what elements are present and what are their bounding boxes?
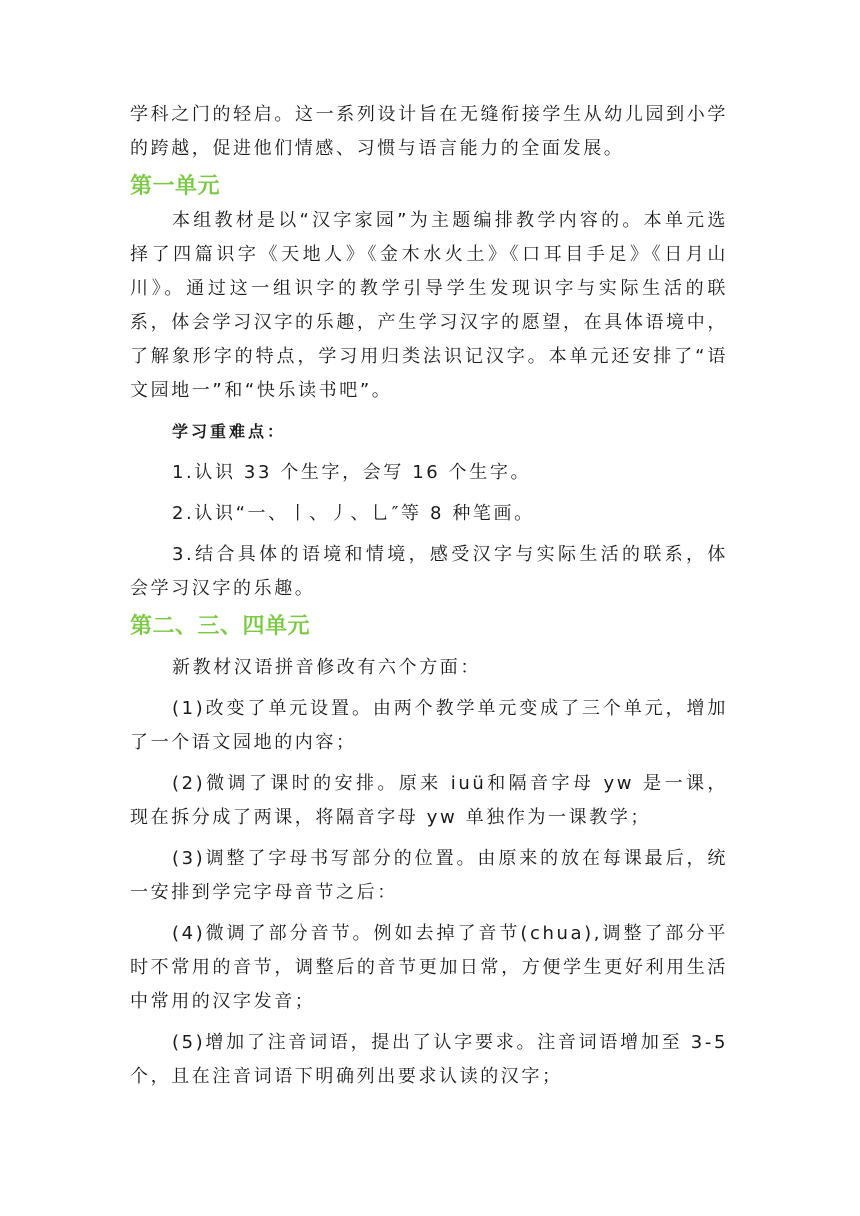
pinyin-change-4: (4)微调了部分音节。例如去掉了音节(chua),调整了部分平时不常用的音节，调整后的音节更加日常，方便学生更好利用生活中常用的汉字发音； [130, 923, 728, 1012]
key-points-label-text: 学习重难点： [172, 422, 287, 441]
key-point-1: 1.认识 33 个生字，会写 16 个生字。 [172, 462, 532, 483]
document-page [130, 98, 728, 1094]
pinyin-change-2: (2)微调了课时的安排。原来 iuü和隔音字母 yw 是一课，现在拆分成了两课，将隔音字母 yw 单独作为一课教学； [130, 773, 728, 828]
key-point-3: 3.结合具体的语境和情境，感受汉字与实际生活的联系，体会学习汉字的乐趣。 [130, 544, 728, 599]
key-points-label [130, 415, 728, 449]
pinyin-change-5: (5)增加了注音词语，提出了认字要求。注音词语增加至 3-5个，且在注音词语下明确列出要求认读的汉字； [130, 1032, 728, 1087]
pinyin-changes-intro: 新教材汉语拼音修改有六个方面： [172, 657, 481, 678]
unit1-description: 本组教材是以“汉字家园”为主题编排教学内容的。本单元选择了四篇识字《天地人》《金木水火土》《口耳目手足》《日月山川》。通过这一组识字的教学引导学生发现识字与实际生活的联系，体会学习汉字的乐趣，产生学习汉字的愿望，在具体语境中，了解象形字的特点，学习用归类法识记汉字。本单元还安排了“语文园地一”和“快乐读书吧”。 [130, 210, 728, 401]
unit1-heading: 第一单元 [130, 174, 221, 199]
key-point-2: 2.认识“一、丨、丿、乚″等 8 种笔画。 [172, 503, 535, 524]
unit234-heading: 第二、三、四单元 [130, 614, 311, 639]
pinyin-change-1: (1)改变了单元设置。由两个教学单元变成了三个单元，增加了一个语文园地的内容； [130, 698, 728, 753]
pinyin-change-3: (3)调整了字母书写部分的位置。由原来的放在每课最后，统一安排到学完字母音节之后： [130, 848, 728, 903]
intro-paragraph: 学科之门的轻启。这一系列设计旨在无缝衔接学生从幼儿园到小学的跨越，促进他们情感、习惯与语言能力的全面发展。 [130, 104, 728, 159]
